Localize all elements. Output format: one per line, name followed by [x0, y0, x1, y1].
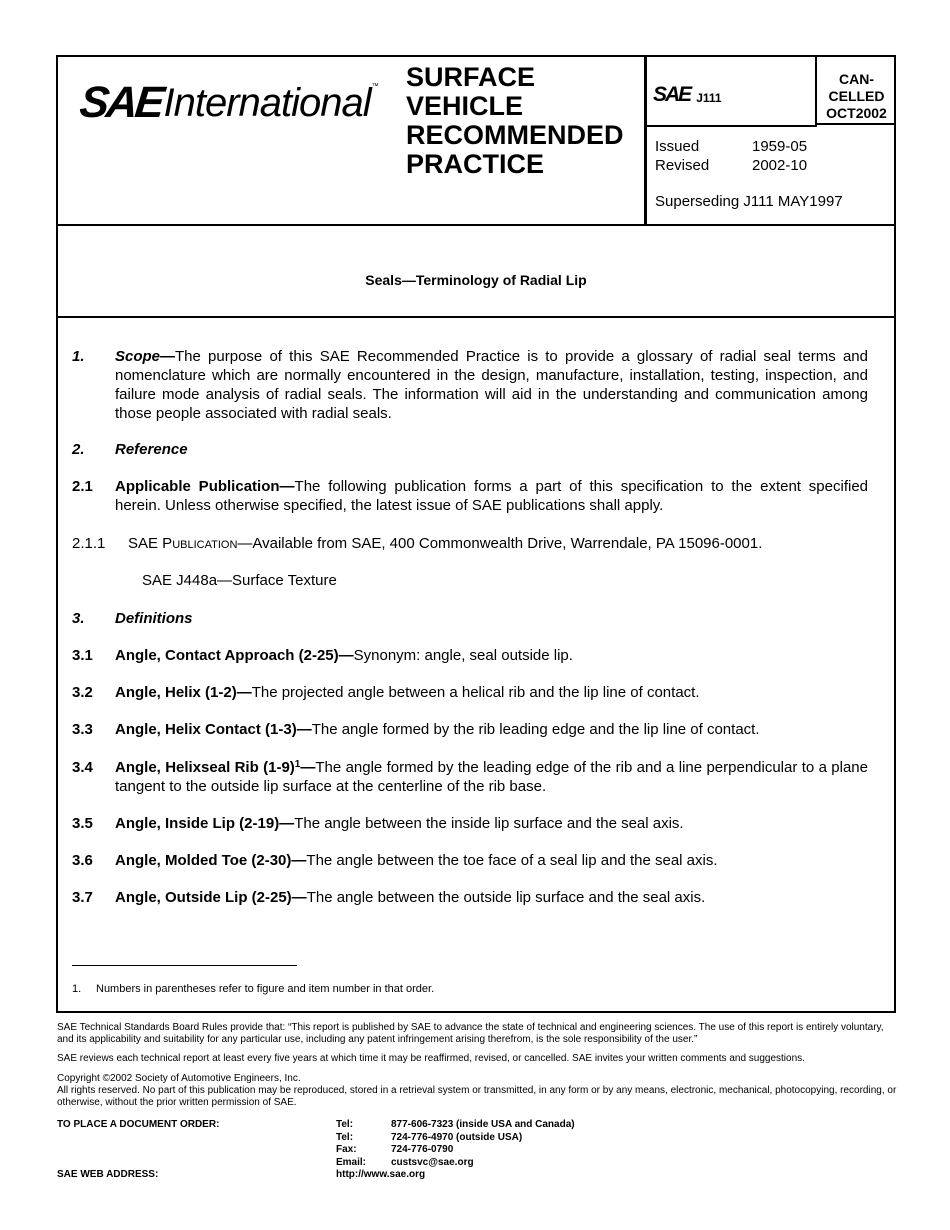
status-line: CAN-	[839, 71, 874, 87]
definition-number: 3.4	[72, 759, 93, 776]
sae-international-logo	[77, 78, 379, 127]
page-title: Seals—Terminology of Radial Lip	[365, 272, 587, 288]
contact-label: Tel:	[336, 1119, 354, 1130]
website-link[interactable]: http://www.sae.org	[336, 1169, 426, 1180]
section-number: 2.1.1	[72, 535, 106, 552]
definition-term: Angle, Helixseal Rib (1-9)	[115, 759, 295, 776]
footer-copyright: Copyright ©2002 Society of Automotive Engineers, Inc.	[57, 1073, 301, 1084]
issued-row	[655, 137, 807, 156]
section-heading-smallcaps: ublication	[172, 535, 238, 552]
definition-term: Angle, Outside Lip (2-25)—	[115, 889, 307, 906]
footnote-number: 1.	[72, 983, 82, 995]
doc-type-line: SURFACE	[406, 62, 536, 92]
revised-row	[655, 156, 807, 175]
definition-item	[72, 683, 868, 702]
doc-type-line: VEHICLE	[406, 91, 524, 121]
definition-text: The angle between the toe face of a seal lip and the seal axis.	[306, 852, 718, 869]
section-number: 1.	[72, 348, 85, 365]
contact-label: Tel:	[336, 1131, 354, 1143]
section-applicable-publication	[72, 477, 868, 515]
header-bottom-rule	[58, 224, 894, 226]
doc-type-line: PRACTICE	[406, 149, 545, 179]
definition-text: Synonym: angle, seal outside lip.	[353, 647, 573, 664]
header-right	[647, 57, 894, 224]
contact-label: Fax:	[336, 1144, 357, 1155]
issued-label: Issued	[655, 138, 700, 155]
definition-number: 3.2	[72, 684, 93, 701]
doc-type-line: RECOMMENDED	[406, 120, 624, 150]
definition-term: Angle, Contact Approach (2-25)—	[115, 647, 354, 664]
section-reference	[72, 440, 868, 459]
definition-dash: —	[300, 759, 316, 776]
definition-term: Angle, Helix (1-2)—	[115, 684, 252, 701]
section-number: 2.	[72, 441, 85, 458]
footnote-rule	[72, 965, 297, 966]
section-number: 3.	[72, 610, 85, 627]
header-left	[58, 57, 644, 224]
section-text: —Available from SAE, 400 Commonwealth Drive, Warrendale, PA 15096-0001.	[237, 535, 763, 552]
section-number: 2.1	[72, 478, 93, 495]
definition-term: Angle, Molded Toe (2-30)—	[115, 852, 307, 869]
definition-number: 3.6	[72, 852, 93, 869]
contact-value[interactable]: 877-606-7323 (inside USA and Canada)	[391, 1119, 575, 1130]
sae-mini-logo	[653, 85, 722, 105]
logo-trademark: ™	[371, 83, 379, 90]
title-bottom-rule	[58, 316, 894, 318]
footer-review: SAE reviews each technical report at least every five years at which time it may be reaffirmed, revised, or cancelled. SAE invites your written comments and suggestions.	[57, 1053, 805, 1064]
superseding: Superseding J111 MAY1997	[655, 193, 843, 210]
issued-value: 1959-05	[752, 138, 808, 155]
definition-number: 3.5	[72, 815, 93, 832]
footer-rights: All rights reserved. No part of this publication may be reproduced, stored in a retrieval system or transmitted, in any form or by any means, electronic, mechanical, photocopying, recording, or otherwise, without the prior written permission of SAE.	[57, 1085, 897, 1108]
definition-item	[72, 720, 868, 739]
status-badge	[815, 57, 896, 125]
order-label: TO PLACE A DOCUMENT ORDER:	[57, 1119, 220, 1130]
definition-item	[72, 814, 868, 833]
logo-international: International	[163, 81, 371, 125]
section-heading: Definitions	[115, 610, 193, 627]
section-heading: Applicable Publication—	[115, 478, 295, 495]
web-label: SAE WEB ADDRESS:	[57, 1169, 159, 1180]
document-type	[406, 63, 624, 179]
definition-text: The angle formed by the leading edge of the rib and a line perpendicular to a plane tangent to the outside lip surface at the centerline of the rib base.	[115, 759, 868, 795]
logo-sae: SAE	[77, 78, 165, 127]
footnote-marker: 1	[294, 759, 301, 770]
definition-item	[72, 758, 868, 796]
section-heading: SAE P	[128, 535, 173, 552]
definition-text: The angle between the outside lip surface and the seal axis.	[306, 889, 706, 906]
mini-logo-sae: SAE	[653, 83, 691, 106]
reference-text: SAE J448a—Surface Texture	[142, 572, 337, 589]
definition-item	[72, 851, 868, 870]
email-link[interactable]: custsvc@sae.org	[391, 1156, 474, 1168]
definition-item	[72, 888, 868, 907]
revised-label: Revised	[655, 157, 710, 174]
section-sae-publication	[72, 534, 868, 553]
contact-value[interactable]: 724-776-4970 (outside USA)	[391, 1131, 523, 1143]
definition-term: Angle, Inside Lip (2-19)—	[115, 815, 295, 832]
section-scope	[72, 347, 868, 423]
contact-value[interactable]: 724-776-0790	[391, 1144, 454, 1155]
section-text: The following publication forms a part of this specification to the extent specified herein. Unless otherwise specified, the latest issue of SAE publications shall apply.	[115, 478, 869, 514]
definition-item	[72, 646, 868, 665]
definition-text: The projected angle between a helical rib and the lip line of contact.	[251, 684, 700, 701]
section-heading: Scope—	[115, 348, 176, 365]
definition-number: 3.1	[72, 647, 93, 664]
document-number: J111	[696, 91, 722, 105]
status-line: CELLED	[828, 88, 885, 104]
footnote	[72, 983, 434, 995]
definition-text: The angle between the inside lip surface and the seal axis.	[294, 815, 684, 832]
section-heading: Reference	[115, 441, 188, 458]
section-text: The purpose of this SAE Recommended Practice is to provide a glossary of radial seal terms and nomenclature which are normally encountered in the design, manufacture, installation, testing, inspection, and failure mode analysis of radial seals. The information will aid in the understanding and communication among those people associated with radial seals.	[115, 348, 868, 422]
definition-number: 3.3	[72, 721, 93, 738]
document-frame	[56, 55, 896, 1013]
definition-number: 3.7	[72, 889, 93, 906]
revised-value: 2002-10	[752, 157, 808, 174]
status-line: OCT2002	[826, 105, 887, 121]
definition-term: Angle, Helix Contact (1-3)—	[115, 721, 312, 738]
footnote-text: Numbers in parentheses refer to figure and item number in that order.	[96, 983, 435, 995]
footer-rules: SAE Technical Standards Board Rules provide that: “This report is published by SAE to advance the state of technical and engineering sciences. The use of this report is entirely voluntary, and its applicability and suitability for any particular use, including any patent infringement arising therefrom, is the sole responsibility of the user.”	[57, 1022, 884, 1045]
definition-text: The angle formed by the rib leading edge and the lip line of contact.	[311, 721, 760, 738]
header-rule	[647, 125, 817, 127]
reference-item	[72, 571, 868, 590]
section-definitions	[72, 609, 868, 628]
contact-label: Email:	[336, 1156, 367, 1168]
